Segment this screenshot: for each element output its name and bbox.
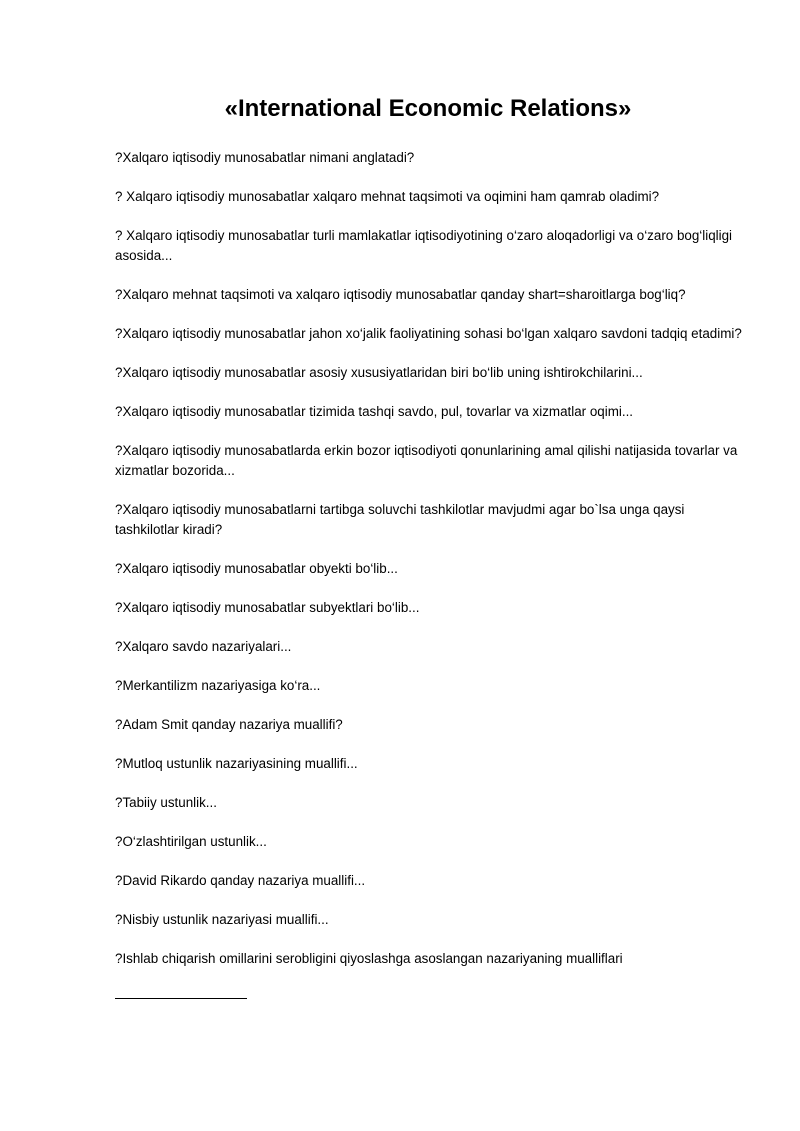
question-item: ?O‘zlashtirilgan ustunlik... <box>115 834 267 849</box>
question-item: ?Xalqaro iqtisodiy munosabatlar obyekti bo‘lib... <box>115 561 398 576</box>
question-item: ?Mutloq ustunlik nazariyasining muallifi... <box>115 756 358 771</box>
question-item: ?Xalqaro iqtisodiy munosabatlar subyektlari bo‘lib... <box>115 600 420 615</box>
question-item: ?Ishlab chiqarish omillarini serobligini qiyoslashga asoslangan nazariyaning mualliflari <box>115 951 623 966</box>
question-item: ?Xalqaro iqtisodiy munosabatlarni tartibga soluvchi tashkilotlar mavjudmi agar bo`lsa unga qaysi tashkilotlar kiradi? <box>115 502 685 537</box>
question-item: ?Tabiiy ustunlik... <box>115 795 217 810</box>
footnote-separator-line <box>115 998 247 999</box>
question-list <box>115 148 745 988</box>
document-title: «International Economic Relations» <box>224 95 632 123</box>
question-item: ?Xalqaro iqtisodiy munosabatlar tizimida tashqi savdo, pul, tovarlar va xizmatlar oqimi... <box>115 404 634 419</box>
question-item: ?Xalqaro iqtisodiy munosabatlar nimani anglatadi? <box>115 150 415 165</box>
question-item: ?David Rikardo qanday nazariya muallifi... <box>115 873 366 888</box>
question-item: ? Xalqaro iqtisodiy munosabatlar turli mamlakatlar iqtisodiyotining o‘zaro aloqadorligi va o‘zaro bog‘liqligi asosida... <box>115 228 733 263</box>
question-item: ?Xalqaro iqtisodiy munosabatlar asosiy xususiyatlaridan biri bo‘lib uning ishtirokchilarini... <box>115 365 643 380</box>
question-item: ?Xalqaro iqtisodiy munosabatlarda erkin bozor iqtisodiyoti qonunlarining amal qilishi natijasida tovarlar va xizmatlar bozorida... <box>115 443 738 478</box>
question-item: ?Adam Smit qanday nazariya muallifi? <box>115 717 343 732</box>
question-item: ?Nisbiy ustunlik nazariyasi muallifi... <box>115 912 329 927</box>
question-item: ?Xalqaro mehnat taqsimoti va xalqaro iqtisodiy munosabatlar qanday shart=sharoitlarga bog‘liq? <box>115 287 686 302</box>
question-item: ?Merkantilizm nazariyasiga ko‘ra... <box>115 678 321 693</box>
question-item: ? Xalqaro iqtisodiy munosabatlar xalqaro mehnat taqsimoti va oqimini ham qamrab oladimi? <box>115 189 660 204</box>
question-item: ?Xalqaro savdo nazariyalari... <box>115 639 292 654</box>
question-item: ?Xalqaro iqtisodiy munosabatlar jahon xo‘jalik faoliyatining sohasi bo‘lgan xalqaro savdoni tadqiq etadimi? <box>115 326 742 341</box>
